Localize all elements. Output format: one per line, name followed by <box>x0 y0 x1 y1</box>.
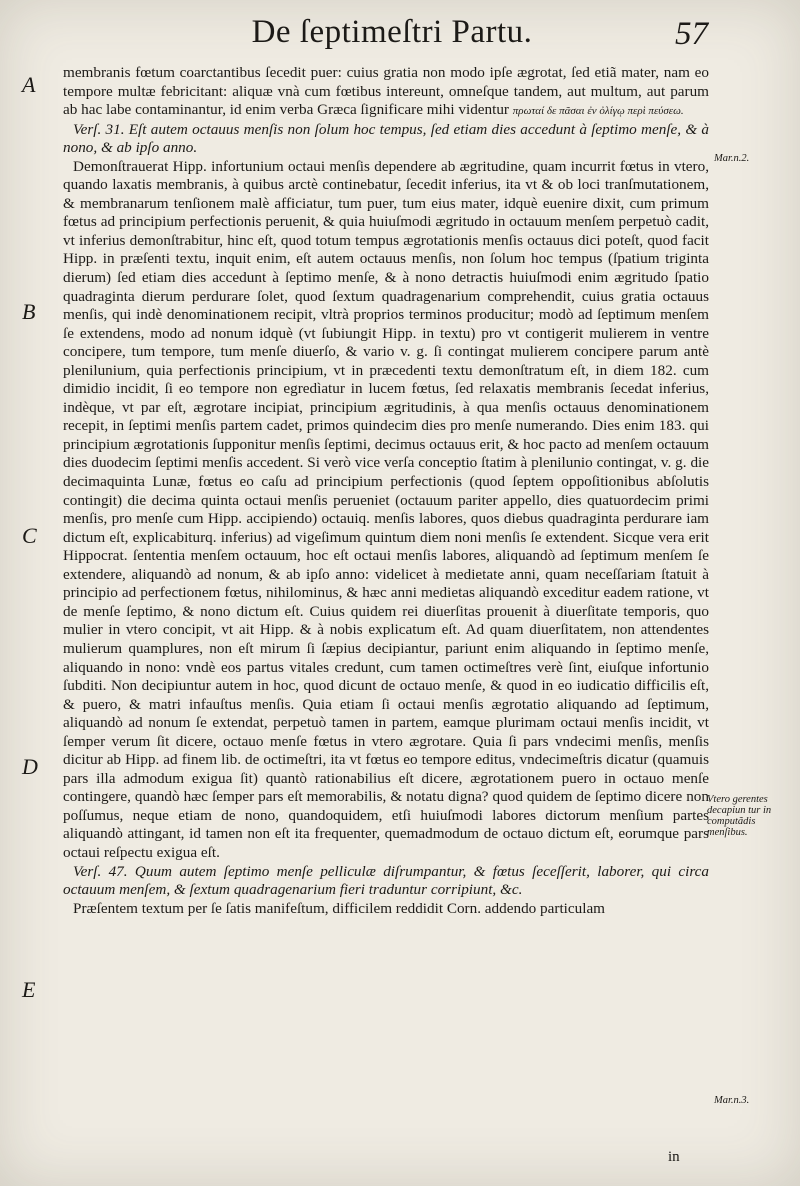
catchword: in <box>668 1149 680 1165</box>
verse-47-label: Verſ. 47. <box>73 862 128 880</box>
commentary-paragraph: Demonſtrauerat Hipp. infortunium octaui menſis dependere ab ægritudine, quam incurrit fœtus in vtero, quando laxatis membranis, à quibus arctè continebatur, ſecedit inferius, ita vt & ob loci tranſmutationem, & membranarum tenſionem malè afficiatur, tum puer, tum eius mater, idquè euenire dixit, cum primum fœtus ad principium perfectionis peruenit, & quia huiuſmodi ægritudo in octauum menſem perpetuò cadit, vt inferius demonſtrabitur, hinc eſt, quod totum tempus ægrotationis menſis octauus dici poteſt, quod facit Hipp. in præſenti textu, inquit enim, eſt autem octauus menſis, non ſolum hoc tempus (ſpatium triginta dierum) ſed etiam dies accedunt à ſeptimo menſe, & à nono detractis huiuſmodi enim ægritudo ſpatio quadraginta dierum perdurare ſolet, quod ſextum quadragenarium comprehendit, cuius gratia octauus menſis, qui indè denominationem recipit, vltrà proprios terminos producitur; modò ad ſeptimum menſem ſe extendens, modo ad nonum idquè (vt ſubiungit Hipp. in textu) pro vt contigerit mulierem in ventre concipere, tum tempore, tum menſe diuerſo, & vario v. g. ſi contingat mulierem concipere parum antè plenilunium, quia perfectionis principium, vt in præcedenti textu demonſtratum eſt, in diem 182. cum dimidio incidit, ſi eo tempore non egredìatur in lucem fœtus, ſed relaxatis membranis ſecedat inferius, indèque, vt par eſt, ægrotare incipiat, principium ægritudinis, à qua menſis octauus denominationem recepit, in ſeptimi menſis partem cadet, primos quindecim dies pro menſe numerando. Dies enim 183. qui principium ægrotationis ſupponitur menſis ſeptimi, decimus octauus erit, & hoc pacto ad menſem octauum dies duodecim ſeptimi menſis accedent. Si verò vice verſa conceptio ſtatim à plenilunio contingat, v. g. die decimaquinta Lunæ, fœtus eo caſu ad principium perfectionis (quod ſeptem oppoſitionibus abſolutis contingit) die decima quinta octaui menſis perueniet (octauum pariter appello, dies quatuordecim primi menſis, pro menſe cum Hipp. accipiendo) octauiq. menſis labores, quos diebus quadraginta perdurare iam dictum eſt, explicabiturq. inferius) ad vigeſimum quintum diem noni menſis ſe extendent. Sicque vera erit Hippocrat. ſententia menſem octauum, hoc eſt octaui menſis labores, aliquandò ad ſeptimum menſem ſe extendere, aliquandò ad nonum, & ab ipſo anno: videlicet à medietate anni, quam neceſſariam ſtatuit à principio ad perfectionem fœtus, nihilominus, & hæc anni medietas aliquandò exceditur eadem ratione, vt de menſe ſeptimo, & nono dictum eſt. Cuius quidem rei diuerſitas prouenit à diuerſitate temporis, quo mulier in vtero concipit, vt ait Hipp. & à nobis explicatum eſt. Ad quam diuerſitatem, non attendentes mulierum quamplures, non eſt mirum ſi ſæpius decipiantur, pariunt enim aliquando in ſeptimo menſe, aliquando in nono: vndè eos partus vitales credunt, cum tamen octimeſtres verè ſint, eiuſque infortunio ſubditi. Non decipiuntur autem in hoc, quod dicunt de octauo menſe, & quod in eo iudicatio difficilis eſt, & puero, & matri infauſtus menſis. Quia etiam ſi octaui menſis ægrotatio aliquando ad ſeptimum, aliquandò ad nonum ſe extendat, perpetuò tamen in partem, eamque plurimam octaui menſis incidit, vt ſemper verum ſit dicere, octauo menſe fœtus in vtero ægrotare. Quia ſi pars vndecimi menſis, menſis dicitur ab Hipp. ad finem lib. de octimeſtri, ita vt fœtus eo tempore editus, vndecimeſtris dicatur (quamuis pars illa admodum exigua ſit) quantò rationabilius eſt dicere, ægrotationem puero in octauo menſe contingere, quandò hæc ſemper pars eſt memorabilis, & notatu digna? quod quidem de ſeptimo dicere non poſſumus, neque etiam de nono, quandoquidem, etſi huiuſmodi labores dictorum menſium partes aliquandò attingant, id tamen non eſt ita frequenter, quemadmodum de octauo dictum eſt, eorumque pars octaui reſpectu exigua eſt. <box>63 157 709 861</box>
page-body <box>63 64 709 918</box>
margin-letter-c: C <box>22 523 37 548</box>
verse-31-paragraph <box>63 121 709 158</box>
verse-31-text: Eſt autem octauus menſis non ſolum hoc tempus, ſed etiam dies accedunt à ſeptimo menſe, & à nono, & ab ipſo anno. <box>63 120 709 157</box>
verse-31-label: Verſ. 31. <box>73 120 125 138</box>
paragraph-continued <box>63 64 709 121</box>
margin-letter-e: E <box>22 977 36 1002</box>
page-number: 57 <box>675 16 708 52</box>
running-header-title: De ſeptimeſtri Partu. <box>251 14 533 50</box>
verse-47-text: Quum autem ſeptimo menſe pelliculæ diſrumpantur, & fœtus ſeceſſerit, laborer, qui circa octauum menſem, & ſextum quadragenarium fieri traduntur corripiunt, &c. <box>63 862 710 899</box>
margin-letter-d: D <box>22 754 38 779</box>
margin-letter-b: B <box>22 299 36 324</box>
verse-47-paragraph <box>63 863 709 900</box>
margin-note: Vtero gerentes decapiun tur in computãdis menſibus. <box>707 794 772 838</box>
paragraph-text: membranis fœtum coarctantibus ſecedit puer: cuius gratia non modo ipſe ægrotat, ſed etiã mater, nam eo tempore multæ febricitant: aliquæ vnà cum fœtibus intereunt, omneſque tandem, aut multum, aut parum ab hac labe contaminantur, id enim verba Græca ſignificare mihi videntur <box>63 64 709 119</box>
margin-reference-1: Mar.n.2. <box>714 153 750 164</box>
greek-quotation: πρωταί δε πᾶσαι ἐν ὀλίγῳ περὶ πεύσεω. <box>512 105 684 118</box>
closing-paragraph: Præſentem textum per ſe ſatis manifeſtum, difficilem reddidit Corn. addendo particulam <box>73 899 605 917</box>
margin-letter-a: A <box>22 72 36 97</box>
margin-reference-2: Mar.n.3. <box>714 1095 750 1106</box>
